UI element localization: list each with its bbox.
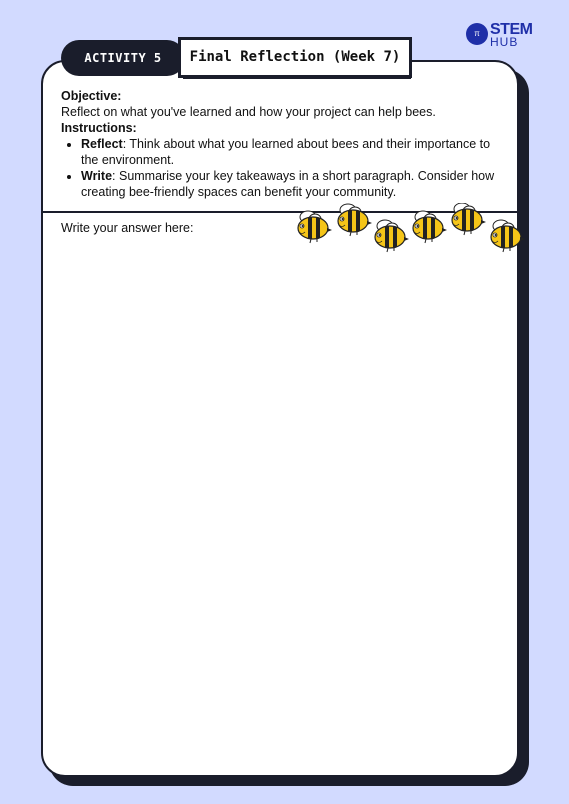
page-title: Final Reflection (Week 7) xyxy=(178,37,412,78)
stem-hub-logo xyxy=(466,21,536,49)
bee-icon xyxy=(413,211,447,243)
answer-prompt[interactable]: Write your answer here: xyxy=(61,221,194,235)
bees-illustration xyxy=(296,203,528,257)
bee-icon xyxy=(491,220,525,252)
instructions-label: Instructions: xyxy=(61,121,137,135)
list-item xyxy=(81,168,501,200)
instruction-text: : Summarise your key takeaways in a short paragraph. Consider how creating bee-friendly spaces can benefit your community. xyxy=(81,169,495,199)
list-item xyxy=(81,136,501,168)
bee-icon xyxy=(375,220,409,252)
objective-text: Reflect on what you've learned and how your project can help bees. xyxy=(61,105,436,119)
logo-sub-text: HUB xyxy=(490,35,519,49)
instruction-text: : Think about what you learned about bees and their importance to the environment. xyxy=(81,137,491,167)
bee-icon xyxy=(338,204,372,236)
logo-symbols-icon: π xyxy=(466,23,488,45)
bee-icon xyxy=(452,203,486,235)
logo-brand-text: STEM xyxy=(490,21,533,38)
bee-icon xyxy=(298,211,332,243)
instructions-list xyxy=(61,136,501,200)
instructions-section xyxy=(61,88,501,200)
instruction-term: Write xyxy=(81,169,113,183)
instruction-term: Reflect xyxy=(81,137,123,151)
objective-label: Objective: xyxy=(61,89,122,103)
activity-badge: ACTIVITY 5 xyxy=(61,40,185,76)
